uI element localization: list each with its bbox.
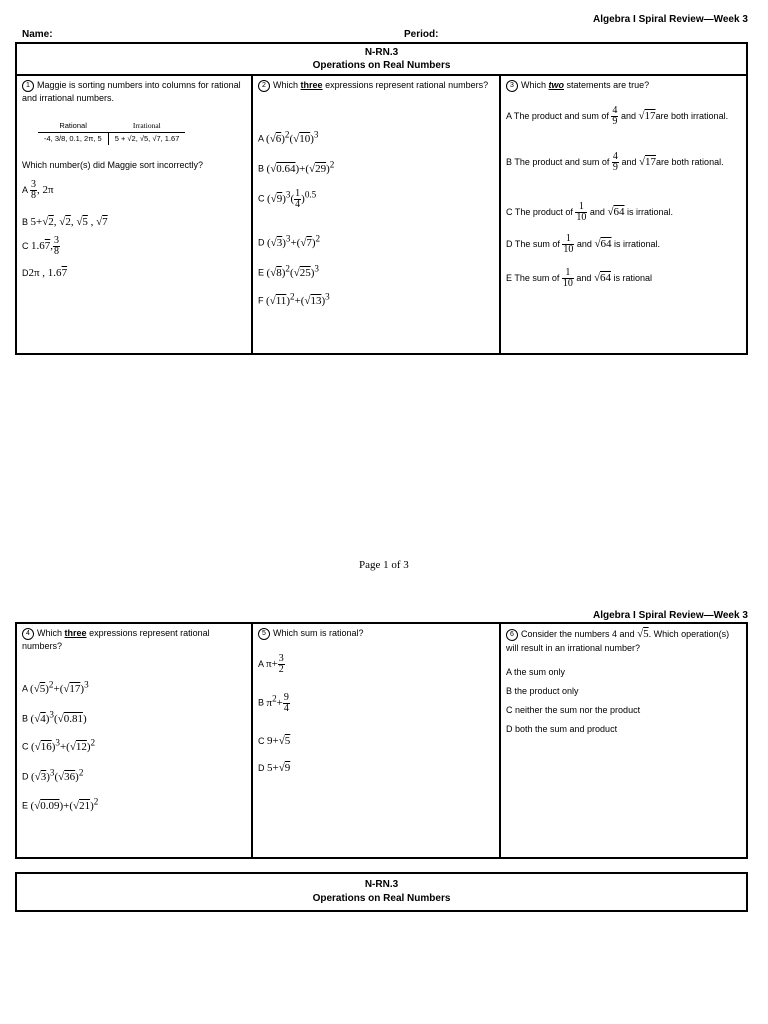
option-c[interactable]: C 1.67, $\frac{3}{8}$ <box>22 235 60 257</box>
col-irrational: Irrational <box>108 120 185 133</box>
question-2: 2 Which three expressions represent rational numbers? A $(√6)^2(√10)^3$ B $(√0.64)+(√29)^2$ C $(√9)^3$( $\frac{1}{4}$ )$^{0.5}$ D $(√3)^3+(√7)^2$ E $(√8)^2(√25)^3$ F $(√11)^2+(√13)^3$ <box>253 76 501 353</box>
option-c[interactable]: C The product of $\frac{1}{10}$ and √64 is irrational. <box>506 201 674 223</box>
option-c[interactable]: C $(√9)^3$( $\frac{1}{4}$ )$^{0.5}$ <box>258 187 317 210</box>
question-4: 4 Which three expressions represent rational numbers? A $(√5)^2+(√17)^3$ B $(√4)^3(√0.81)$ C $(√16)^3+(√12)^2$ D $(√3)^3(√36)^2$ E $(√0.09)+(√21)^2$ <box>17 624 253 857</box>
question-number: 4 <box>22 628 34 640</box>
question-number: 2 <box>258 80 270 92</box>
col-rational: Rational <box>38 120 108 133</box>
sorting-table <box>38 120 185 145</box>
page-title: Algebra I Spiral Review—Week 3 <box>593 14 748 25</box>
section-code: N-RN.3 <box>364 47 399 58</box>
option-b[interactable]: B $\pi^2+$ $\frac{9}{4}$ <box>258 691 289 714</box>
period-label: Period: <box>404 29 439 40</box>
question-number: 5 <box>258 628 270 640</box>
option-f[interactable]: F $(√11)^2+(√13)^3$ <box>258 291 330 307</box>
question-1 <box>17 76 253 353</box>
option-a[interactable]: A the sum only <box>506 667 566 677</box>
name-label: Name: <box>22 29 53 40</box>
page-label: Page 1 of 3 <box>359 559 409 571</box>
section-header-2 <box>15 872 748 912</box>
option-d[interactable]: D2π , 1.67 <box>22 267 68 279</box>
option-a[interactable]: A $(√6)^2(√10)^3$ <box>258 129 319 145</box>
question-5: 5 Which sum is rational? A π+ $\frac{3}{2}$ B $\pi^2+$ $\frac{9}{4}$ C 9+√5 D 5+√9 <box>253 624 501 857</box>
section-header <box>15 42 748 76</box>
option-b[interactable]: B 5+√2, √2, √5 , √7 <box>22 216 108 228</box>
question-text: Maggie is sorting numbers into columns for rational and irrational numbers. <box>22 80 241 103</box>
option-e[interactable]: E The sum of $\frac{1}{10}$ and √64 is rational <box>506 267 653 289</box>
question-6: 6 Consider the numbers 4 and √5. Which operation(s) will result in an irrational number? A the sum only B the product only C neither the sum nor the product D both the sum and product <box>506 628 730 734</box>
option-b[interactable]: B the product only <box>506 686 579 696</box>
question-grid-1 <box>15 74 748 355</box>
section-title: Operations on Real Numbers <box>312 893 451 904</box>
option-e[interactable]: E $(√8)^2(√25)^3$ <box>258 263 319 279</box>
rational-values: -4, 3/8, 0.1, 2π, 5 <box>38 132 108 145</box>
question-number: 1 <box>22 80 34 92</box>
option-e[interactable]: E $(√0.09)+(√21)^2$ <box>22 796 99 812</box>
option-d[interactable]: D The sum of $\frac{1}{10}$ and √64 is irrational. <box>506 233 661 255</box>
option-c[interactable]: C neither the sum nor the product <box>506 705 641 715</box>
option-b[interactable]: B The product and sum of $\frac{4}{9}$ and √17are both rational. <box>506 151 724 174</box>
page-title-2: Algebra I Spiral Review—Week 3 <box>593 610 748 621</box>
option-b[interactable]: B $(√4)^3(√0.81)$ <box>22 709 87 725</box>
option-d[interactable]: D $(√3)^3+(√7)^2$ <box>258 233 321 249</box>
question-3: 3 Which two statements are true? A The product and sum of $\frac{4}{9}$ and √17are both irrational. B The product and sum of $\frac{4}{9}$ and √17are both rational. C The product of $\frac{1}{10}$ and √64 is irrational. D The sum of $\frac{1}{10}$ and √64 is irrational. E The sum of $\frac{1}{10}$ and √64 is rational <box>501 76 746 353</box>
section-code: N-RN.3 <box>364 879 399 890</box>
option-d[interactable]: D both the sum and product <box>506 724 618 734</box>
option-d[interactable]: D 5+√9 <box>258 762 291 774</box>
option-d[interactable]: D $(√3)^3(√36)^2$ <box>22 767 84 783</box>
option-b[interactable]: B $(√0.64)+(√29)^2$ <box>258 159 335 175</box>
irrational-values: 5 + √2, √5, √7, 1.67 <box>114 133 180 143</box>
option-c[interactable]: C 9+√5 <box>258 735 291 747</box>
option-a[interactable]: A The product and sum of $\frac{4}{9}$ and √17are both irrational. <box>506 105 729 128</box>
question-prompt: Which number(s) did Maggie sort incorrectly? <box>22 160 204 171</box>
question-number: 6 <box>506 629 518 641</box>
section-title: Operations on Real Numbers <box>312 60 451 71</box>
option-a[interactable]: A $\frac{3}{8}$ , 2π <box>22 179 54 201</box>
option-a[interactable]: A $(√5)^2+(√17)^3$ <box>22 679 89 695</box>
option-c[interactable]: C $(√16)^3+(√12)^2$ <box>22 737 96 753</box>
option-a[interactable]: A π+ $\frac{3}{2}$ <box>258 653 284 675</box>
question-grid-2 <box>15 622 748 859</box>
question-number: 3 <box>506 80 518 92</box>
